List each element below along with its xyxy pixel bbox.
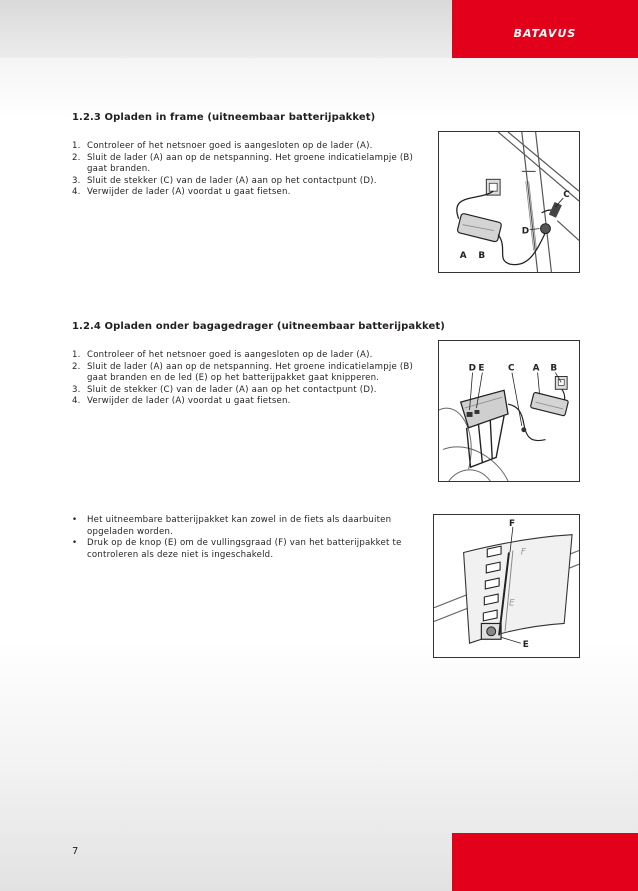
list-item: 2. Sluit de lader (A) aan op de netspanning. Het groene indicatielampje (B) gaat branden en de led (E) op het batterijpakket gaat knipperen. bbox=[72, 361, 414, 384]
embossed-letter: E bbox=[508, 598, 515, 609]
charging-in-frame-illustration bbox=[438, 131, 580, 273]
list-item: • Druk op de knop (E) om de vullingsgraad (F) van het batterijpakket te controleren als deze niet is ingeschakeld. bbox=[72, 538, 402, 560]
figure-label-a: A bbox=[532, 363, 540, 374]
brand-logo bbox=[452, 0, 638, 58]
figure-label-b: B bbox=[478, 251, 486, 262]
list-item: 1. Controleer of het netsnoer goed is aangesloten op de lader (A). bbox=[72, 141, 373, 151]
figure-label-d: D bbox=[468, 363, 476, 374]
list-item: • Het uitneembare batterijpakket kan zowel in de fiets als daarbuiten opgeladen worden. bbox=[72, 515, 392, 537]
figure-label-c: C bbox=[508, 363, 515, 374]
list-item: 3. Sluit de stekker (C) van de lader (A) aan op het contactpunt (D). bbox=[72, 384, 377, 395]
figure-label-b: B bbox=[550, 363, 558, 374]
steps-list-1-2-3 bbox=[72, 141, 432, 199]
list-item: 1. Controleer of het netsnoer goed is aangesloten op de lader (A). bbox=[72, 350, 373, 360]
page-number: 7 bbox=[72, 846, 79, 857]
embossed-letter: F bbox=[520, 547, 526, 558]
list-item: 4. Verwijder de lader (A) voordat u gaat fietsen. bbox=[72, 187, 291, 198]
info-bullets bbox=[72, 515, 432, 561]
list-item: 4. Verwijder de lader (A) voordat u gaat fietsen. bbox=[72, 396, 291, 407]
battery-charge-indicator-illustration bbox=[433, 514, 580, 658]
steps-list-1-2-4 bbox=[72, 350, 432, 408]
brand-logo-text: BATAVUS bbox=[513, 27, 577, 40]
footer-accent-box bbox=[452, 833, 638, 891]
section-title-1-2-3: 1.2.3 Opladen in frame (uitneembaar batterijpakket) bbox=[72, 112, 376, 123]
figure-label-d: D bbox=[521, 226, 530, 237]
figure-label-e: E bbox=[478, 363, 485, 374]
figure-label-c: C bbox=[563, 190, 570, 201]
section-title-1-2-4: 1.2.4 Opladen onder bagagedrager (uitneembaar batterijpakket) bbox=[72, 321, 445, 332]
figure-label-e: E bbox=[522, 640, 529, 651]
figure-label-a: A bbox=[459, 251, 467, 262]
list-item: 2. Sluit de lader (A) aan op de netspanning. Het groene indicatielampje (B) gaat branden. bbox=[72, 152, 414, 175]
figure-label-f: F bbox=[508, 518, 516, 529]
charging-under-rack-illustration bbox=[438, 340, 580, 482]
list-item: 3. Sluit de stekker (C) van de lader (A) aan op het contactpunt (D). bbox=[72, 175, 377, 186]
